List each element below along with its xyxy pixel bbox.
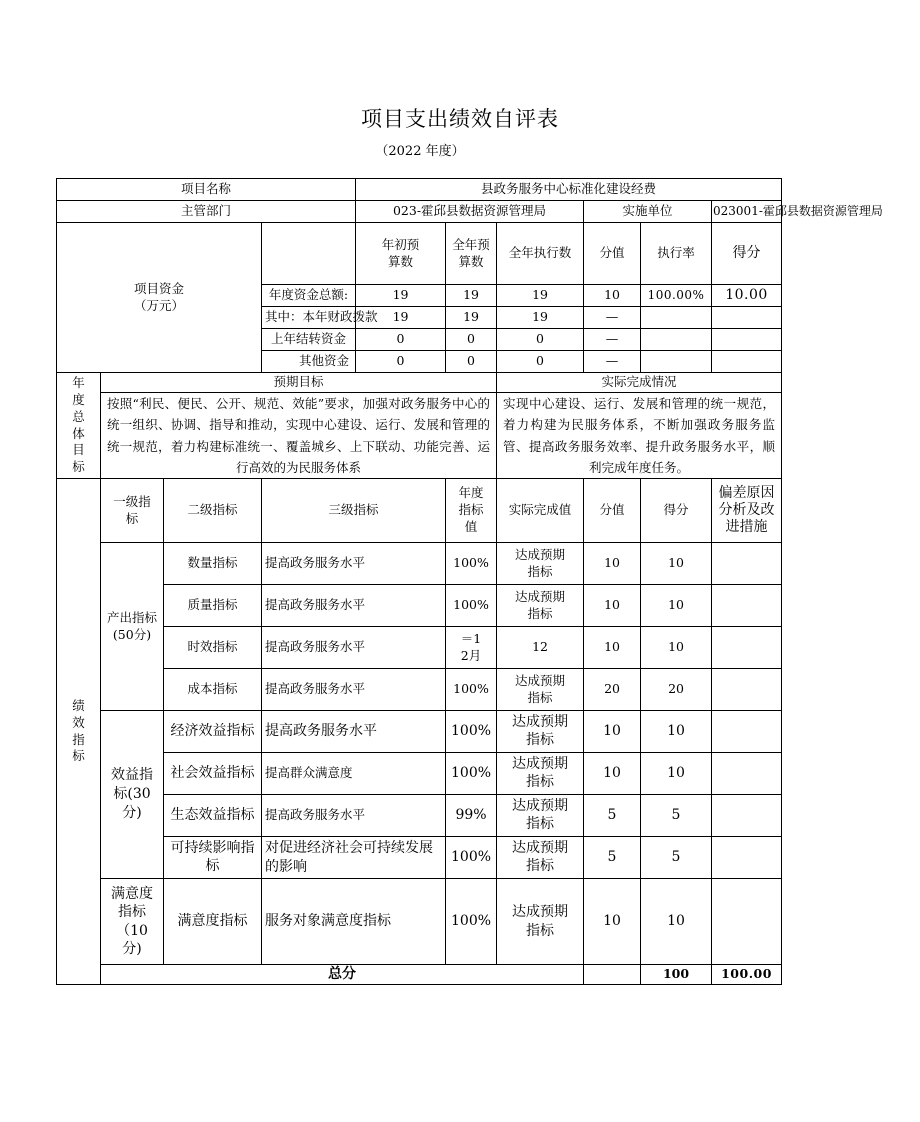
perf-header-level3: 三级指标 xyxy=(262,479,446,543)
dept-label: 主管部门 xyxy=(57,201,356,223)
perf-score-value: 5 xyxy=(584,837,641,879)
dept-value: 023-霍邱县数据资源管理局 xyxy=(356,201,584,223)
perf-score: 10 xyxy=(641,753,712,795)
perf-target: 100% xyxy=(446,585,497,627)
perf-level2: 可持续影响指标 xyxy=(164,837,262,879)
fund-row-rate: 100.00% xyxy=(641,285,712,307)
perf-row xyxy=(57,585,782,627)
perf-target: 100% xyxy=(446,669,497,711)
fund-header-initial: 年初预算数 xyxy=(356,223,446,285)
fund-header-score: 得分 xyxy=(712,223,782,285)
perf-target: 100% xyxy=(446,837,497,879)
perf-score-value: 5 xyxy=(584,795,641,837)
total-row xyxy=(57,965,782,985)
project-name-value: 县政务服务中心标准化建设经费 xyxy=(356,179,782,201)
perf-deviation xyxy=(712,753,782,795)
perf-score: 10 xyxy=(641,543,712,585)
perf-level2: 数量指标 xyxy=(164,543,262,585)
perf-target: 99% xyxy=(446,795,497,837)
perf-score: 5 xyxy=(641,795,712,837)
perf-score: 10 xyxy=(641,711,712,753)
fund-row-score: 10.00 xyxy=(712,285,782,307)
total-blank xyxy=(584,965,641,985)
perf-group-satisfaction: 满意度指标（10分) xyxy=(101,879,164,965)
perf-actual: 达成预期指标 xyxy=(497,837,584,879)
perf-level3: 服务对象满意度指标 xyxy=(262,879,446,965)
perf-score-value: 10 xyxy=(584,627,641,669)
perf-target: 100% xyxy=(446,543,497,585)
perf-deviation xyxy=(712,627,782,669)
perf-deviation xyxy=(712,711,782,753)
perf-score-value: 10 xyxy=(584,879,641,965)
perf-header-score-value: 分值 xyxy=(584,479,641,543)
impl-value: 023001-霍邱县数据资源管理局 xyxy=(712,201,782,223)
fund-row-score xyxy=(712,307,782,329)
fund-row-rate xyxy=(641,307,712,329)
goal-header-row xyxy=(57,373,782,393)
perf-target: 100% xyxy=(446,711,497,753)
perf-header-target: 年度指标值 xyxy=(446,479,497,543)
department-row xyxy=(57,201,782,223)
perf-row xyxy=(57,879,782,965)
perf-header-row xyxy=(57,479,782,543)
goal-expected-text: 按照“利民、便民、公开、规范、效能”要求，加强对政务服务中心的统一组织、协调、指导和推动，实现中心建设、运行、发展和管理的统一规范，着力构建标准统一、覆盖城乡、上下联动、功能完善、运行高效的为民服务体系 xyxy=(101,393,497,479)
fund-header-annual: 全年预算数 xyxy=(446,223,497,285)
total-score-value: 100 xyxy=(641,965,712,985)
perf-actual: 达成预期指标 xyxy=(497,711,584,753)
fund-header-row xyxy=(57,223,782,285)
project-name-label: 项目名称 xyxy=(57,179,356,201)
perf-target: 100% xyxy=(446,879,497,965)
page-subtitle: （2022 年度） xyxy=(375,144,465,159)
goal-label: 年度总体目标 xyxy=(57,373,101,479)
perf-level2: 质量指标 xyxy=(164,585,262,627)
fund-row-score-value: — xyxy=(584,329,641,351)
perf-level2: 成本指标 xyxy=(164,669,262,711)
fund-row-executed: 0 xyxy=(497,329,584,351)
perf-level3: 提高群众满意度 xyxy=(262,753,446,795)
fund-row-annual: 19 xyxy=(446,307,497,329)
perf-level2: 时效指标 xyxy=(164,627,262,669)
evaluation-table xyxy=(56,178,883,985)
fund-row-annual: 0 xyxy=(446,329,497,351)
fund-row-name: 其他资金 xyxy=(262,351,356,373)
fund-row-name: 其中：本年财政拨款 xyxy=(262,307,356,329)
perf-level2: 经济效益指标 xyxy=(164,711,262,753)
project-name-row xyxy=(57,179,782,201)
perf-row xyxy=(57,837,782,879)
perf-level3: 提高政务服务水平 xyxy=(262,627,446,669)
perf-score: 5 xyxy=(641,837,712,879)
goal-actual-header: 实际完成情况 xyxy=(497,373,782,393)
fund-row-initial: 0 xyxy=(356,351,446,373)
perf-score-value: 10 xyxy=(584,711,641,753)
perf-row xyxy=(57,669,782,711)
perf-score-value: 10 xyxy=(584,585,641,627)
fund-row-annual: 19 xyxy=(446,285,497,307)
perf-level2: 社会效益指标 xyxy=(164,753,262,795)
perf-header-level2: 二级指标 xyxy=(164,479,262,543)
perf-deviation xyxy=(712,795,782,837)
fund-label: 项目资金 （万元） xyxy=(57,223,262,373)
perf-row xyxy=(57,627,782,669)
fund-row-rate xyxy=(641,329,712,351)
perf-deviation xyxy=(712,669,782,711)
perf-score: 10 xyxy=(641,879,712,965)
fund-row-executed: 19 xyxy=(497,307,584,329)
perf-actual: 达成预期指标 xyxy=(497,585,584,627)
fund-header-score-value: 分值 xyxy=(584,223,641,285)
goal-expected-header: 预期目标 xyxy=(101,373,497,393)
fund-row-score xyxy=(712,351,782,373)
perf-group-output: 产出指标(50分) xyxy=(101,543,164,711)
fund-header-executed: 全年执行数 xyxy=(497,223,584,285)
perf-target: 100% xyxy=(446,753,497,795)
goal-actual-text: 实现中心建设、运行、发展和管理的统一规范，着力构建为民服务体系，不断加强政务服务监管、提高政务服务效率、提升政务服务水平，顺利完成年度任务。 xyxy=(497,393,782,479)
total-score: 100.00 xyxy=(712,965,782,985)
perf-level3: 提高政务服务水平 xyxy=(262,543,446,585)
fund-name-header-blank xyxy=(262,223,356,285)
page-title: 项目支出绩效自评表 xyxy=(361,107,559,131)
impl-label: 实施单位 xyxy=(584,201,712,223)
perf-score-value: 20 xyxy=(584,669,641,711)
fund-row-executed: 0 xyxy=(497,351,584,373)
fund-row-score-value: 10 xyxy=(584,285,641,307)
perf-score-value: 10 xyxy=(584,543,641,585)
perf-actual: 达成预期指标 xyxy=(497,879,584,965)
fund-header-rate: 执行率 xyxy=(641,223,712,285)
perf-level3: 提高政务服务水平 xyxy=(262,669,446,711)
perf-actual: 12 xyxy=(497,627,584,669)
perf-label: 绩效指标 xyxy=(57,479,101,985)
perf-deviation xyxy=(712,585,782,627)
fund-row-name: 上年结转资金 xyxy=(262,329,356,351)
perf-row xyxy=(57,795,782,837)
fund-row-rate xyxy=(641,351,712,373)
fund-row-score xyxy=(712,329,782,351)
perf-level3: 对促进经济社会可持续发展的影响 xyxy=(262,837,446,879)
fund-row-initial: 0 xyxy=(356,329,446,351)
fund-row-executed: 19 xyxy=(497,285,584,307)
perf-level2: 生态效益指标 xyxy=(164,795,262,837)
perf-row xyxy=(57,543,782,585)
fund-row-score-value: — xyxy=(584,351,641,373)
perf-header-score: 得分 xyxy=(641,479,712,543)
perf-deviation xyxy=(712,837,782,879)
perf-target: ＝12月 xyxy=(446,627,497,669)
fund-row-annual: 0 xyxy=(446,351,497,373)
perf-row xyxy=(57,753,782,795)
perf-header-deviation: 偏差原因分析及改进措施 xyxy=(712,479,782,543)
perf-actual: 达成预期指标 xyxy=(497,753,584,795)
fund-row-score-value: — xyxy=(584,307,641,329)
perf-header-actual: 实际完成值 xyxy=(497,479,584,543)
perf-group-benefit: 效益指标(30分) xyxy=(101,711,164,879)
total-label: 总分 xyxy=(101,965,584,985)
perf-level3: 提高政务服务水平 xyxy=(262,795,446,837)
perf-score: 10 xyxy=(641,585,712,627)
goal-content-row xyxy=(57,393,782,479)
perf-header-level1: 一级指标 xyxy=(101,479,164,543)
fund-row-initial: 19 xyxy=(356,285,446,307)
perf-score: 20 xyxy=(641,669,712,711)
perf-level3: 提高政务服务水平 xyxy=(262,711,446,753)
perf-score: 10 xyxy=(641,627,712,669)
perf-level2: 满意度指标 xyxy=(164,879,262,965)
perf-level3: 提高政务服务水平 xyxy=(262,585,446,627)
perf-actual: 达成预期指标 xyxy=(497,543,584,585)
perf-deviation xyxy=(712,879,782,965)
perf-actual: 达成预期指标 xyxy=(497,795,584,837)
perf-row xyxy=(57,711,782,753)
perf-score-value: 10 xyxy=(584,753,641,795)
fund-row-name: 年度资金总额: xyxy=(262,285,356,307)
perf-deviation xyxy=(712,543,782,585)
fund-row-initial: 19 xyxy=(356,307,446,329)
perf-actual: 达成预期指标 xyxy=(497,669,584,711)
